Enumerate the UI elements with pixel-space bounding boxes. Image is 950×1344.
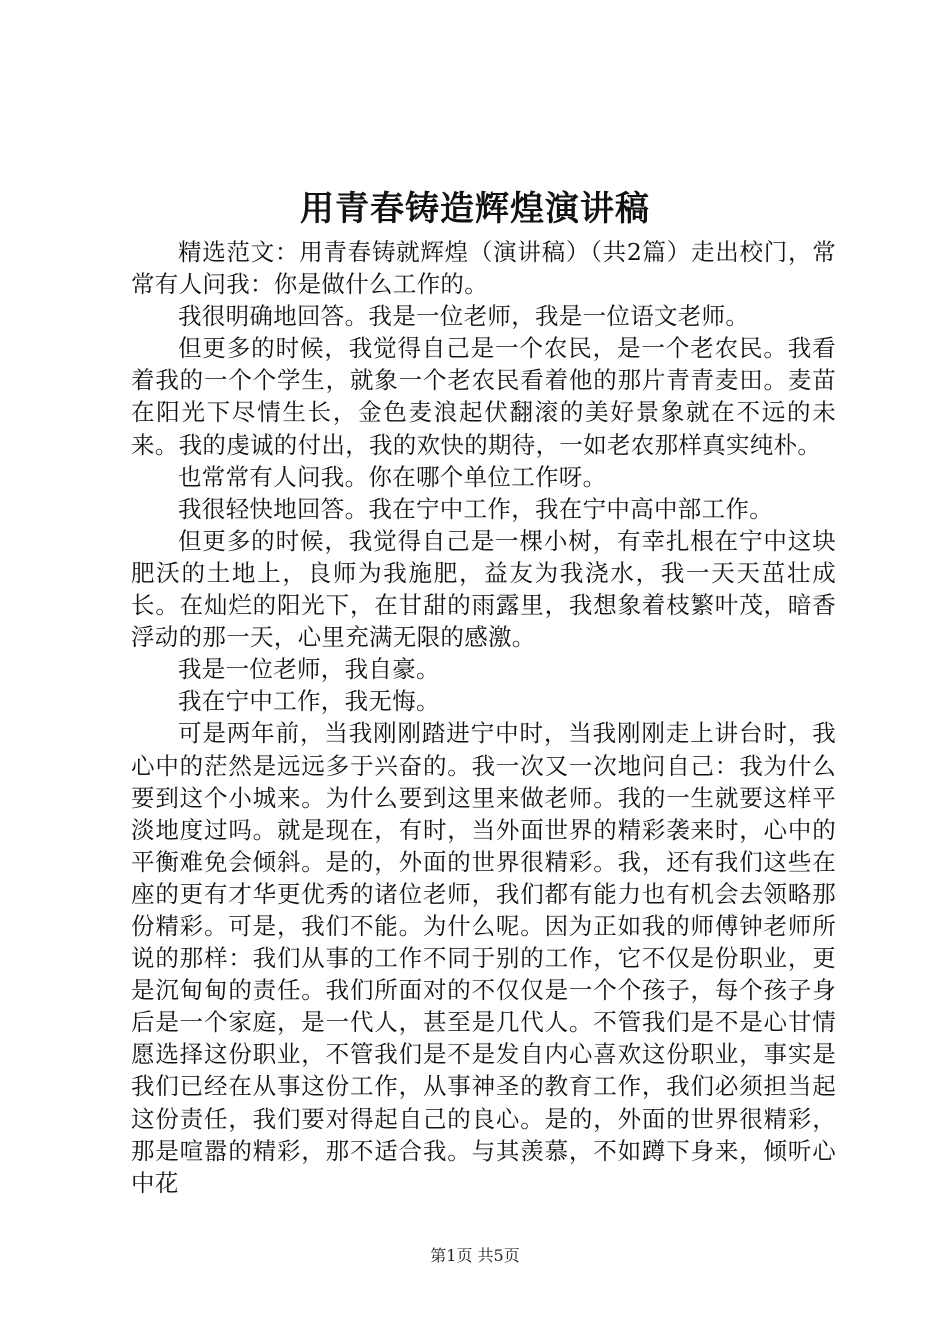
- paragraph: 可是两年前，当我刚刚踏进宁中时，当我刚刚走上讲台时，我心中的茫然是远远多于兴奋的。我一次又一次地问自己：我为什么要到这个小城来。为什么要到这里来做老师。我的一生就要这样平淡地度过吗。就是现在，有时，当外面世界的精彩袭来时，心中的平衡难免会倾斜。是的，外面的世界很精彩。我，还有我们这些在座的更有才华更优秀的诸位老师，我们都有能力也有机会去领略那份精彩。可是，我们不能。为什么呢。因为正如我的师傅钟老师所说的那样：我们从事的工作不同于别的工作，它不仅是份职业，更是沉甸甸的责任。我们所面对的不仅仅是一个个孩子，每个孩子身后是一个家庭，是一代人，甚至是几代人。不管我们是不是心甘情愿选择这份职业，不管我们是不是发自内心喜欢这份职业，事实是我们已经在从事这份工作，从事神圣的教育工作，我们必须担当起这份责任，我们要对得起自己的良心。是的，外面的世界很精彩，那是喧嚣的精彩，那不适合我。与其羡慕，不如蹲下身来，倾听心中花: [131, 719, 836, 1197]
- paragraph: 但更多的时候，我觉得自己是一棵小树，有幸扎根在宁中这块肥沃的土地上，良师为我施肥，益友为我浇水，我一天天茁壮成长。在灿烂的阳光下，在甘甜的雨露里，我想象着枝繁叶茂，暗香浮动的那一天，心里充满无限的感激。: [131, 526, 836, 652]
- document-title: 用青春铸造辉煌演讲稿: [300, 189, 650, 229]
- paragraph: 精选范文：用青春铸就辉煌（演讲稿）（共2篇）走出校门，常常有人问我：你是做什么工作的。: [131, 238, 836, 299]
- paragraph: 也常常有人问我。你在哪个单位工作呀。: [178, 462, 607, 491]
- paragraph: 我在宁中工作，我无悔。: [178, 687, 440, 716]
- paragraph: 我是一位老师，我自豪。: [178, 655, 440, 684]
- document-body: [131, 236, 836, 1199]
- paragraph: 我很明确地回答。我是一位老师，我是一位语文老师。: [178, 302, 750, 331]
- paragraph: 但更多的时候，我觉得自己是一个农民，是一个老农民。我看着我的一个个学生，就象一个老农民看着他的那片青青麦田。麦苗在阳光下尽情生长，金色麦浪起伏翻滚的美好景象就在不远的未来。我的虔诚的付出，我的欢快的期待，一如老农那样真实纯朴。: [131, 334, 836, 459]
- paragraph: 我很轻快地回答。我在宁中工作，我在宁中高中部工作。: [178, 494, 773, 523]
- page-footer: 第1页 共5页: [430, 1246, 520, 1265]
